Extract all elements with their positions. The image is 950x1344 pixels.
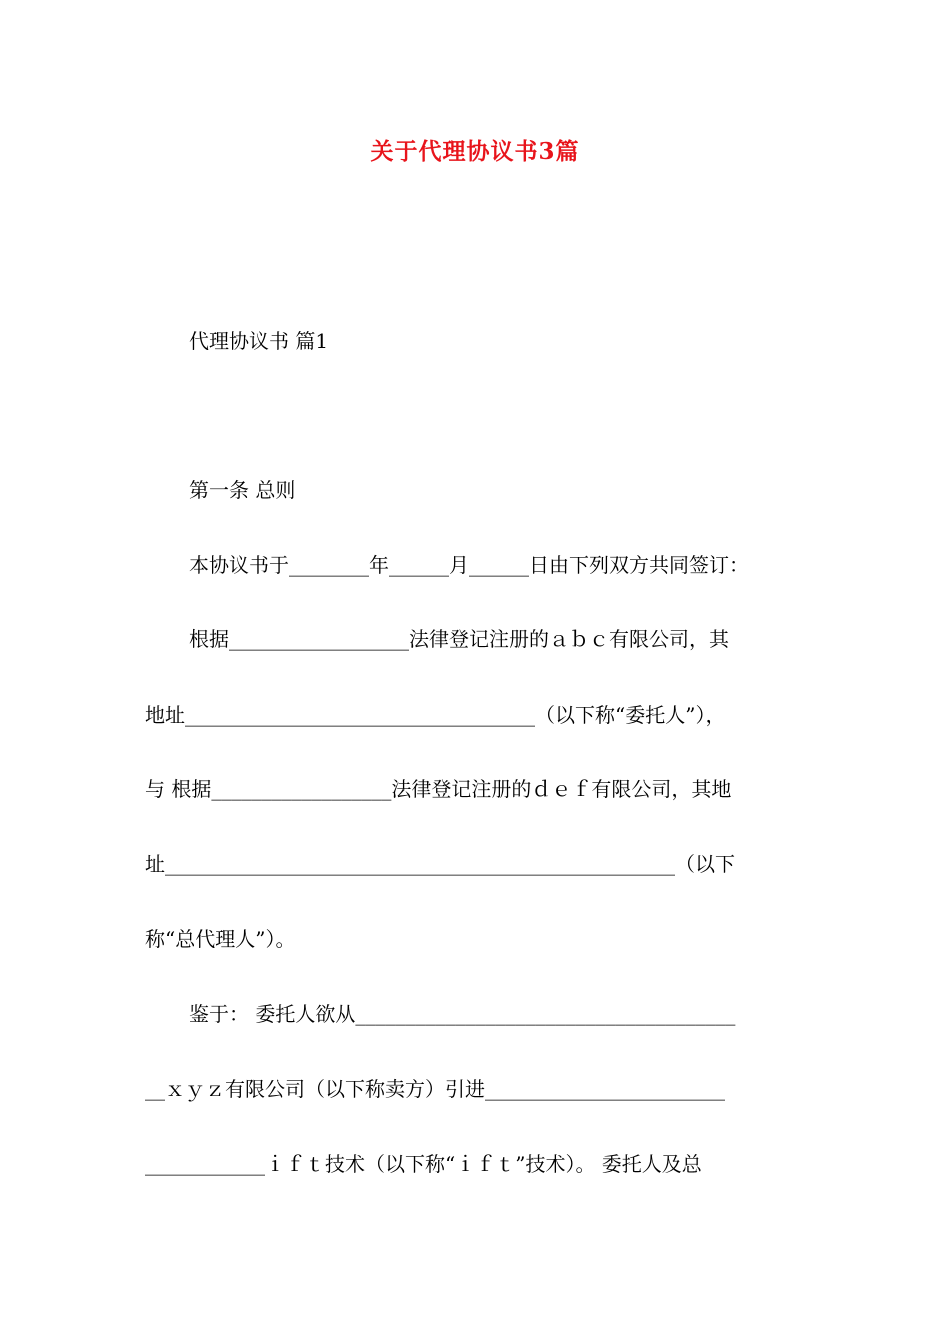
paragraph-line: __ｘｙｚ有限公司（以下称卖方）引进________________________: [145, 1077, 725, 1101]
paragraph-line: 鉴于： 委托人欲从______________________________________: [189, 1002, 736, 1026]
document-title: 关于代理协议书3篇: [370, 138, 580, 165]
paragraph-line: 与 根据__________________法律登记注册的ｄｅｆ有限公司，其地: [145, 777, 732, 801]
section-heading: 代理协议书 篇1: [189, 329, 329, 353]
article-heading: 第一条 总则: [189, 478, 296, 502]
paragraph-line: 地址___________________________________（以下称“委托人”），: [145, 703, 726, 727]
paragraph-line: 址___________________________________________________（以下: [145, 852, 735, 876]
paragraph-line: 根据__________________法律登记注册的ａｂｃ有限公司，其: [189, 627, 729, 651]
paragraph-line: 本协议书于________年______月______日由下列双方共同签订：: [189, 553, 749, 577]
paragraph-line: ____________ｉｆｔ技术（以下称“ｉｆｔ”技术）。 委托人及总: [145, 1152, 702, 1176]
paragraph-line: 称“总代理人”）。: [145, 927, 296, 951]
